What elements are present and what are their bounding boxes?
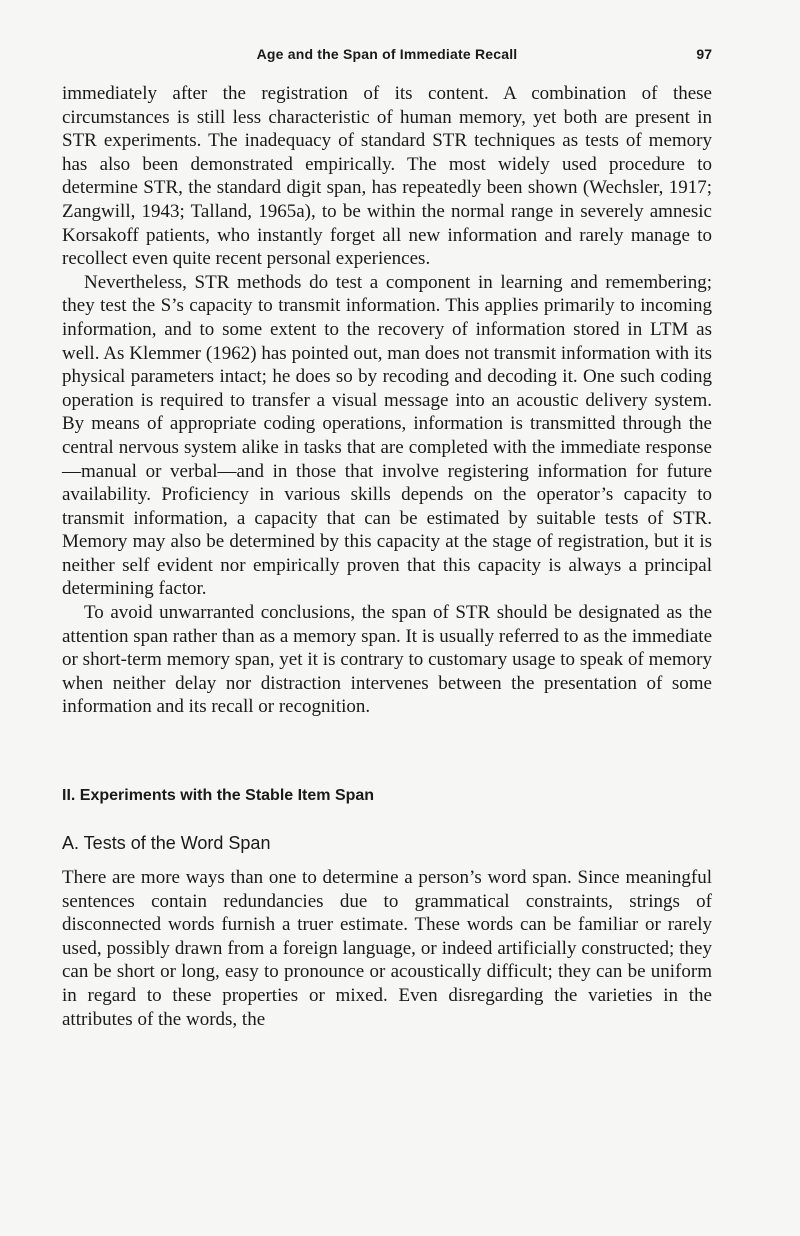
running-head bbox=[62, 46, 712, 70]
section-heading: II. Experiments with the Stable Item Span bbox=[62, 787, 375, 805]
book-page bbox=[62, 46, 712, 1031]
page-number: 97 bbox=[696, 46, 712, 62]
section-paragraph: There are more ways than one to determine a person’s word span. Since meaningful sentences contain redundancies due to grammatical constraints, strings of disconnected words furnish a truer estimate. These words can be familiar or rarely used, possibly drawn from a foreign language, or indeed artificially constructed; they can be short or long, easy to pronounce or acoustically difficult; they can be uniform in regard to these properties or mixed. Even disregarding the varieties in the attributes of the words, the bbox=[62, 867, 712, 1030]
section-body bbox=[62, 866, 712, 1031]
paragraph-3: To avoid unwarranted conclusions, the span of STR should be designated as the attention span rather than as a memory span. It is usually referred to as the immediate or short-term memory span, yet it is contrary to customary usage to speak of memory when neither delay nor distraction intervenes between the presentation of some information and its recall or recognition. bbox=[62, 602, 713, 718]
paragraph-1: immediately after the registration of its content. A combination of these circumstances is still less characteristic of human memory, yet both are present in STR experiments. The inadequacy of standard STR techniques as tests of memory has also been demonstrated empirically. The most widely used procedure to determine STR, the standard digit span, has repeatedly been shown (Wechsler, 1917; Zangwill, 1943; Talland, 1965a), to be within the normal range in severely amnesic Korsakoff patients, who instantly forget all new information and rarely manage to recollect even quite recent personal experiences. bbox=[62, 83, 712, 270]
paragraph-2: Nevertheless, STR methods do test a component in learning and remembering; they test the S’s capacity to transmit information. This applies primarily to incoming information, and to some extent to the recovery of information stored in LTM as well. As Klemmer (1962) has pointed out, man does not transmit information with its physical parameters intact; he does so by recoding and decoding it. One such coding operation is required to transfer a visual message into an acoustic delivery system. By means of appropriate coding operations, information is transmitted through the central nervous system alike in tasks that are completed with the immediate response—manual or verbal—and in those that involve registering information for future availability. Proficiency in various skills depends on the operator’s capacity to transmit information, a capacity that can be estimated by suitable tests of STR. Memory may also be determined by this capacity at the stage of registration, but it is neither self evident nor empirically proven that this capacity is always a principal determining factor. bbox=[62, 271, 712, 600]
body-text bbox=[62, 82, 712, 719]
running-title: Age and the Span of Immediate Recall bbox=[256, 46, 518, 62]
subsection-heading: A. Tests of the Word Span bbox=[62, 833, 271, 854]
